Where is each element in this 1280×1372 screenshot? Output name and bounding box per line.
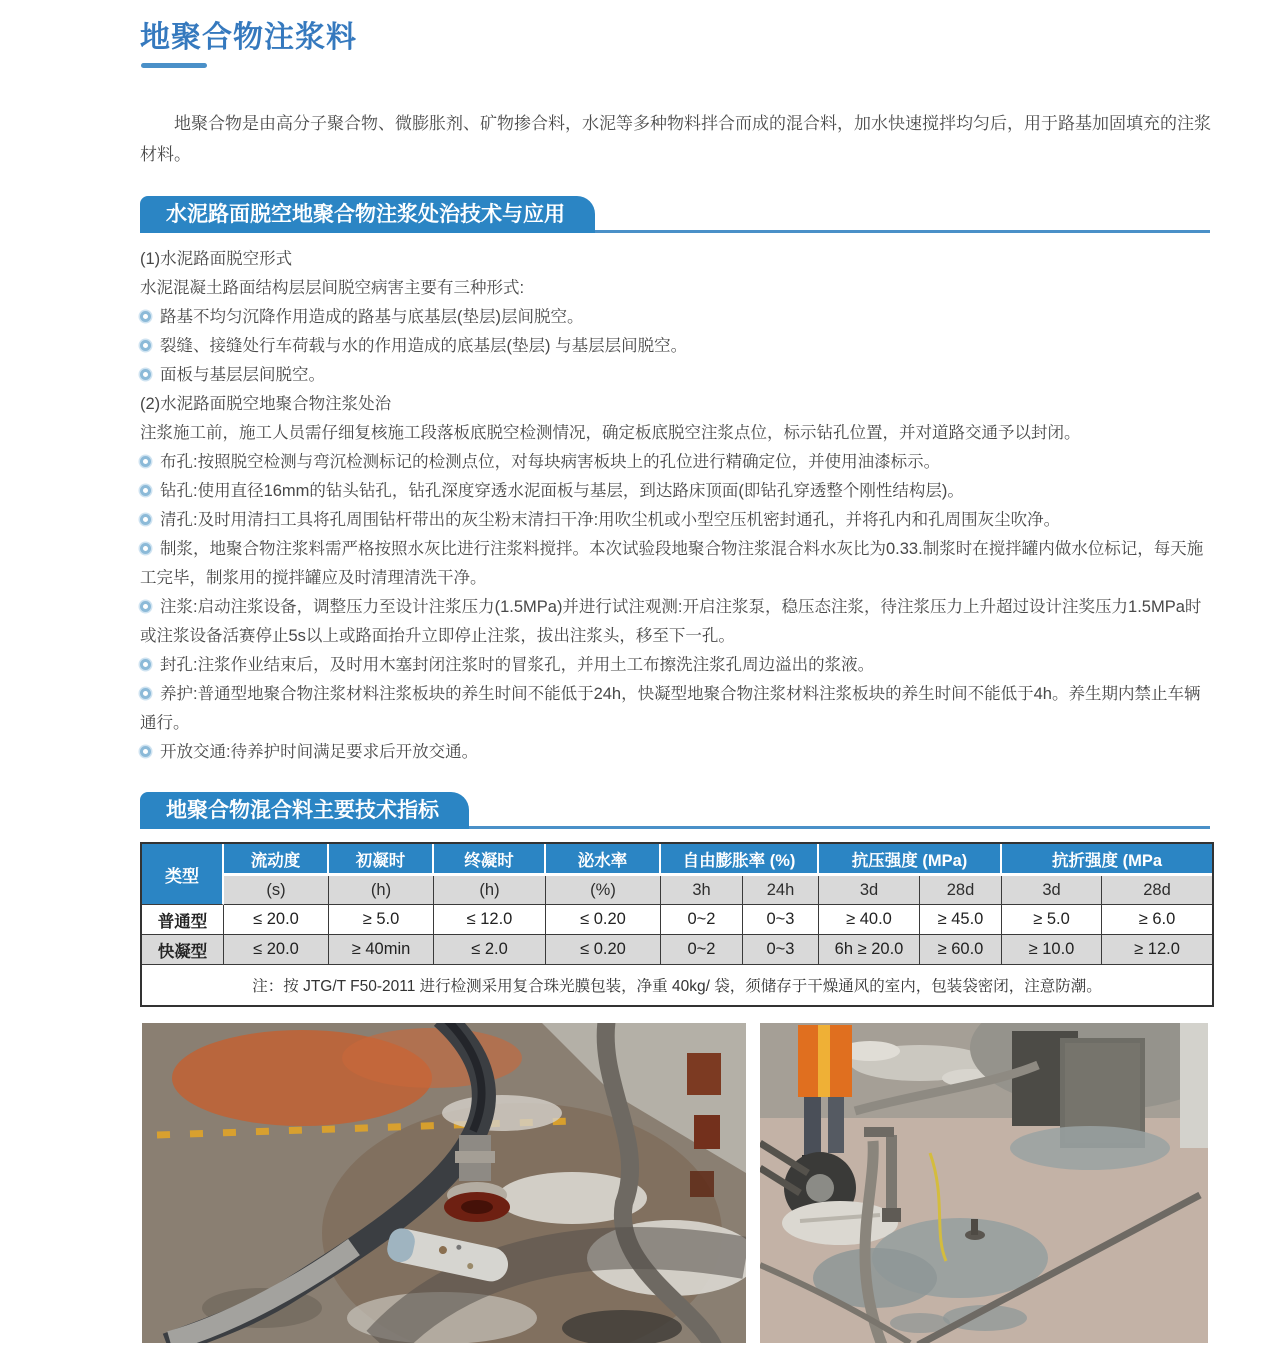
cell: ≥ 10.0 (1002, 935, 1102, 965)
bullet-item: 养护:普通型地聚合物注浆材料注浆板块的养生时间不能低于24h，快凝型地聚合物注浆材料注浆板块的养生时间不能低于4h。养生期内禁止车辆通行。 (140, 685, 1201, 732)
paragraph: (2)水泥路面脱空地聚合物注浆处治 (140, 395, 392, 413)
cell: ≤ 0.20 (546, 935, 661, 965)
bullet-item: 制浆，地聚合物注浆料需严格按照水灰比进行注浆料搅拌。本次试验段地聚合物注浆混合料水灰比为0.33.制浆时在搅拌罐内做水位标记，每天施工完毕，制浆用的搅拌罐应及时清理清洗干净。 (140, 540, 1204, 587)
ring-bullet-icon (140, 659, 151, 670)
cell: ≥ 40.0 (819, 905, 920, 935)
ring-bullet-icon (140, 746, 151, 757)
technical-spec-table (140, 842, 1214, 1007)
bullet-item: 布孔:按照脱空检测与弯沉检测标记的检测点位，对每块病害板块上的孔位进行精确定位，并使用油漆标示。 (140, 448, 1212, 477)
paragraph: 水泥混凝土路面结构层层间脱空病害主要有三种形式: (140, 279, 525, 297)
cell: ≤ 20.0 (224, 935, 329, 965)
intro-paragraph: 地聚合物是由高分子聚合物、微膨胀剂、矿物掺合料，水泥等多种物料拌合而成的混合料，加水快速搅拌均匀后，用于路基加固填充的注浆材料。 (140, 114, 1211, 164)
section2-banner-title: 地聚合物混合料主要技术指标 (140, 792, 469, 829)
cell: ≥ 40min (329, 935, 434, 965)
photo-grouting-worksite-worker (760, 1023, 1208, 1343)
table-header-row-2 (142, 876, 1212, 905)
cell: ≤ 0.20 (546, 905, 661, 935)
bullet-item: 开放交通:待养护时间满足要求后开放交通。 (140, 738, 1212, 767)
sub-header: (s) (224, 876, 329, 905)
row-label: 普通型 (142, 905, 224, 935)
page-title: 地聚合物注浆料 (140, 21, 357, 54)
sub-header: (h) (434, 876, 546, 905)
cell: ≥ 5.0 (329, 905, 434, 935)
paragraph: (1)水泥路面脱空形式 (140, 250, 293, 268)
bullet-item: 裂缝、接缝处行车荷载与水的作用造成的底基层(垫层) 与基层层间脱空。 (140, 332, 1212, 361)
paragraph: 注浆施工前，施工人员需仔细复核施工段落板底脱空检测情况，确定板底脱空注浆点位，标示钻孔位置，并对道路交通予以封闭。 (140, 424, 1081, 442)
sub-header: 28d (1102, 876, 1212, 905)
bullet-item: 注浆:启动注浆设备，调整压力至设计注浆压力(1.5MPa)并进行试注观测:开启注浆泵，稳压态注浆，待注浆压力上升超过设计注奖压力1.5MPa时或注浆设备活赛停止5s以上或路面抬升立即停止注浆，拔出注浆头，移至下一孔。 (140, 598, 1202, 645)
ring-bullet-icon (140, 311, 151, 322)
cell: ≤ 12.0 (434, 905, 546, 935)
cell: ≥ 45.0 (920, 905, 1002, 935)
sub-header: 3d (819, 876, 920, 905)
col-header-expansion: 自由膨胀率 (%) (661, 844, 819, 876)
cell: ≥ 6.0 (1102, 905, 1212, 935)
sub-header: 3h (661, 876, 743, 905)
cell: 0~3 (743, 935, 819, 965)
col-header-bleeding: 泌水率 (546, 844, 661, 876)
cell: 0~3 (743, 905, 819, 935)
cell: 0~2 (661, 905, 743, 935)
bullet-item: 清孔:及时用清扫工具将孔周围钻杆带出的灰尘粉末清扫干净:用吹尘机或小型空压机密封通孔，并将孔内和孔周围灰尘吹净。 (140, 506, 1212, 535)
bullet-item: 封孔:注浆作业结束后，及时用木塞封闭注浆时的冒浆孔，并用土工布擦洗注浆孔周边溢出的浆液。 (140, 651, 1212, 680)
col-header-flexural: 抗折强度 (MPa (1002, 844, 1212, 876)
section1-body (140, 245, 1212, 767)
cell: ≤ 2.0 (434, 935, 546, 965)
ring-bullet-icon (140, 601, 151, 612)
table-note: 注：按 JTG/T F50-2011 进行检测采用复合珠光膜包装，净重 40kg/ 袋，须储存于干燥通风的室内，包装袋密闭，注意防潮。 (142, 965, 1212, 1005)
sub-header: (h) (329, 876, 434, 905)
row-label: 快凝型 (142, 935, 224, 965)
photo-grouting-hose-on-pavement (142, 1023, 746, 1343)
bullet-item: 钻孔:使用直径16mm的钻头钻孔，钻孔深度穿透水泥面板与基层，到达路床顶面(即钻孔穿透整个刚性结构层)。 (140, 477, 1212, 506)
cell: 6h ≥ 20.0 (819, 935, 920, 965)
sub-header: 28d (920, 876, 1002, 905)
col-header-initial-set: 初凝时 (329, 844, 434, 876)
sub-header: 3d (1002, 876, 1102, 905)
ring-bullet-icon (140, 543, 151, 554)
cell: ≥ 5.0 (1002, 905, 1102, 935)
cell: ≤ 20.0 (224, 905, 329, 935)
section2-banner-row (140, 792, 1210, 829)
table-row-normal-type (142, 905, 1212, 935)
photo-right-illustration (760, 1023, 1208, 1343)
ring-bullet-icon (140, 340, 151, 351)
bullet-item: 路基不均匀沉降作用造成的路基与底基层(垫层)层间脱空。 (140, 303, 1212, 332)
ring-bullet-icon (140, 369, 151, 380)
section1-banner-title: 水泥路面脱空地聚合物注浆处治技术与应用 (140, 196, 595, 233)
ring-bullet-icon (140, 456, 151, 467)
table-row-rapid-type (142, 935, 1212, 965)
title-underline-dash (141, 63, 207, 68)
col-header-fluidity: 流动度 (224, 844, 329, 876)
ring-bullet-icon (140, 485, 151, 496)
col-header-final-set: 终凝时 (434, 844, 546, 876)
photo-left-illustration (142, 1023, 746, 1343)
cell: ≥ 60.0 (920, 935, 1002, 965)
table-header-row-1 (142, 844, 1212, 876)
col-header-compressive: 抗压强度 (MPa) (819, 844, 1002, 876)
col-header-type: 类型 (142, 844, 224, 905)
ring-bullet-icon (140, 514, 151, 525)
cell: 0~2 (661, 935, 743, 965)
ring-bullet-icon (140, 688, 151, 699)
section1-banner-row (140, 196, 1210, 233)
table-note-row (142, 965, 1212, 1005)
sub-header: (%) (546, 876, 661, 905)
sub-header: 24h (743, 876, 819, 905)
cell: ≥ 12.0 (1102, 935, 1212, 965)
bullet-item: 面板与基层层间脱空。 (140, 361, 1212, 390)
